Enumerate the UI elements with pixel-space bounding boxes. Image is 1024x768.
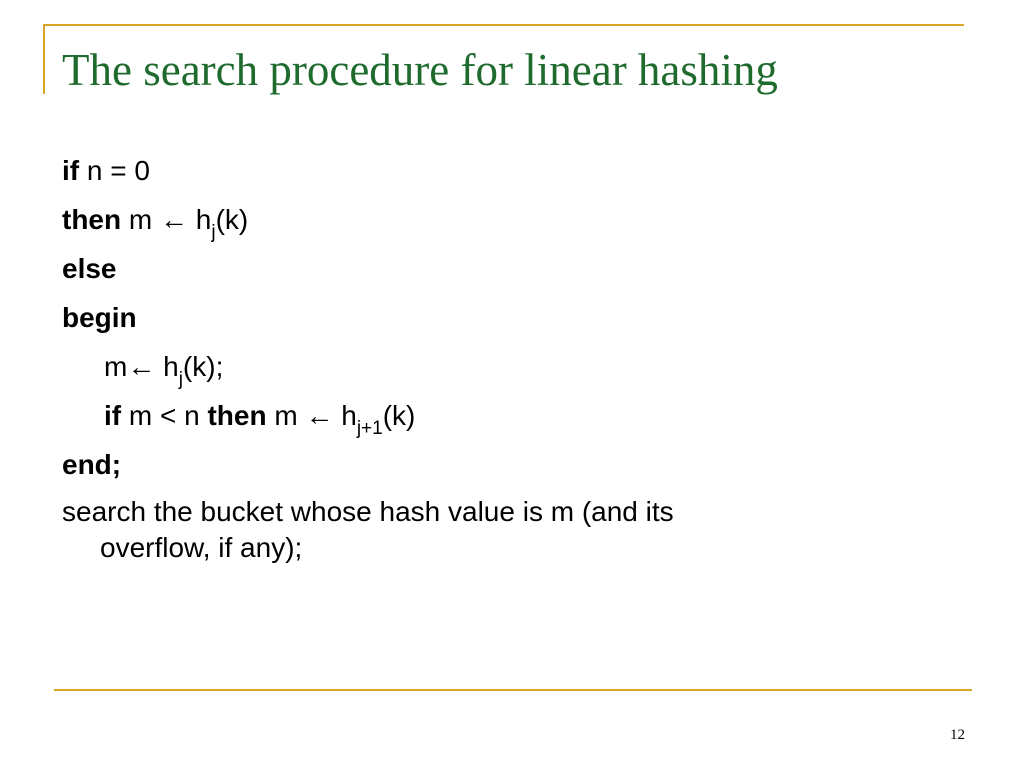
keyword-if: if — [62, 155, 80, 186]
code-line-begin — [62, 298, 942, 347]
footer-rule — [54, 689, 972, 691]
search-description-line1: search the bucket whose hash value is m (and its — [62, 496, 674, 527]
subscript-j: j — [211, 222, 216, 243]
code-line-end — [62, 445, 942, 494]
argument-text: (k) — [382, 400, 416, 431]
assignment-text: m ← h — [266, 400, 357, 431]
frame-left-rule — [43, 24, 45, 94]
code-line-else — [62, 249, 942, 298]
code-line-then — [62, 200, 942, 249]
keyword-else: else — [62, 253, 117, 284]
condition-text: n = 0 — [79, 155, 150, 186]
assignment-text: m← h — [104, 351, 179, 382]
code-line-inner-if — [62, 396, 942, 445]
argument-text: (k) — [215, 204, 249, 235]
argument-text: (k); — [182, 351, 224, 382]
keyword-if: if — [104, 400, 122, 431]
page-number: 12 — [950, 727, 965, 743]
keyword-then: then — [62, 204, 122, 235]
pseudocode-block — [62, 151, 942, 566]
search-description — [62, 494, 942, 566]
code-line-if — [62, 151, 942, 200]
assignment-text: m ← h — [121, 204, 212, 235]
code-line-assign — [62, 347, 942, 396]
keyword-then: then — [207, 400, 267, 431]
keyword-end: end; — [62, 449, 122, 480]
search-description-line2: overflow, if any); — [100, 532, 303, 563]
keyword-begin: begin — [62, 302, 137, 333]
frame-top-rule — [43, 24, 964, 26]
subscript-j-plus-1: j+1 — [356, 418, 383, 439]
subscript-j: j — [178, 369, 183, 390]
slide-title: The search procedure for linear hashing — [62, 45, 778, 95]
condition-text: m < n — [121, 400, 208, 431]
